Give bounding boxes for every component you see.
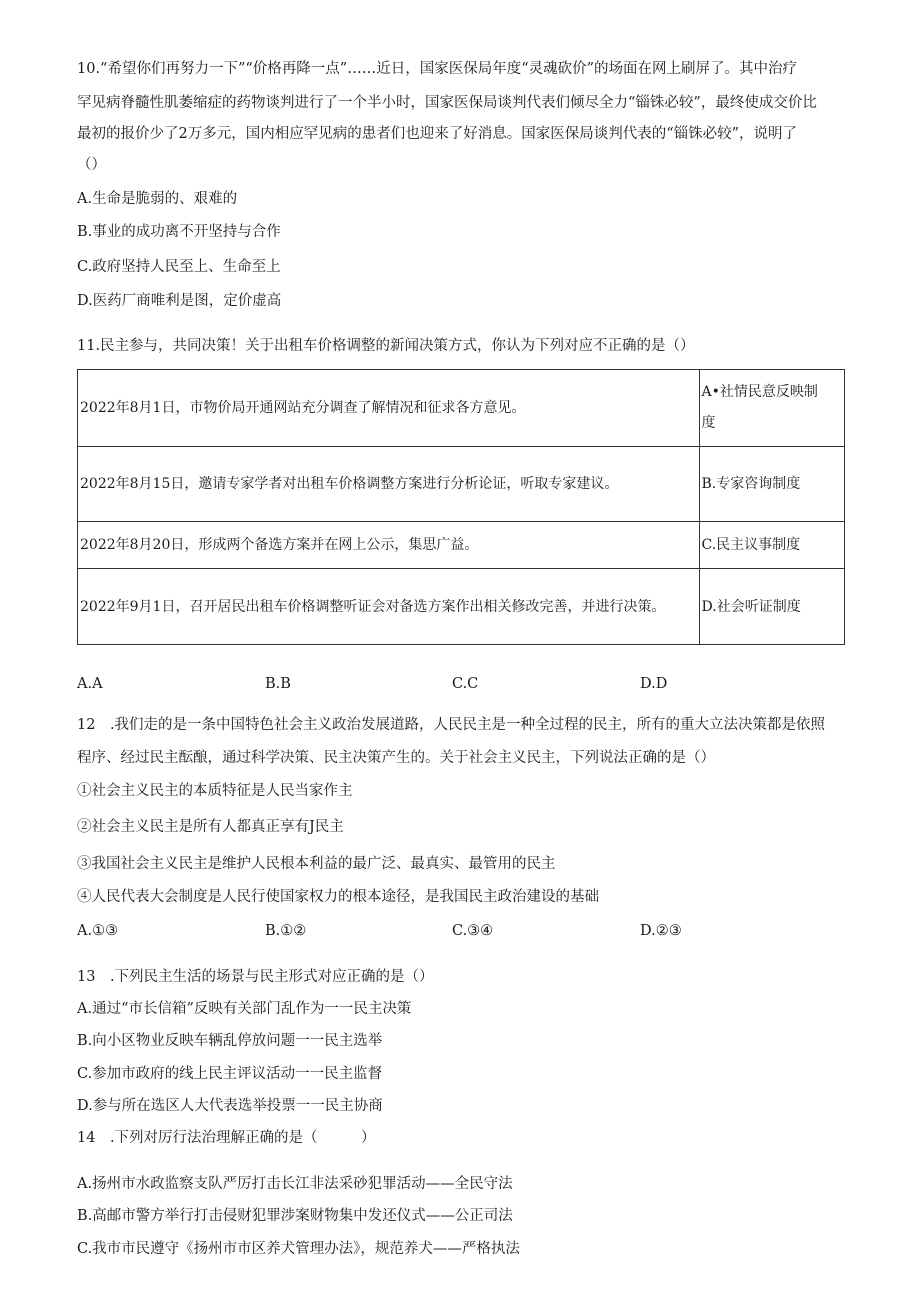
q11-row-2-desc: 2022年8月15日，邀请专家学者对出租车价格调整方案进行分析论证，听取专家建议。 <box>78 447 700 522</box>
q13-option-d: D.参与所在选区人大代表选举投票一一民主协商 <box>77 1098 383 1114</box>
q12-stem-line-1: 12 .我们走的是一条中国特色社会主义政治发展道路，人民民主是一种全过程的民主，所有的重大立法决策都是依照 <box>77 717 826 733</box>
q14-option-b: B.高邮市警方举行打击侵财犯罪涉案财物集中发还仪式——公正司法 <box>77 1208 513 1224</box>
q11-row-3-desc: 2022年8月20日，形成两个备选方案并在网上公示，集思广益。 <box>78 522 700 569</box>
q11-row-3-system: C.民主议事制度 <box>699 522 844 569</box>
q12-statement-3: ③我国社会主义民主是维护人民根本利益的最广泛、最真实、最管用的民主 <box>77 856 556 872</box>
q11-row-1-desc: 2022年8月1日，市物价局开通网站充分调查了解情况和征求各方意见。 <box>78 370 700 447</box>
q11-options <box>77 674 877 694</box>
q11-row-2-system: B.专家咨询制度 <box>699 447 844 522</box>
q10-stem-line-1: 10.“希望你们再努力一下”“价格再降一点”……近日，国家医保局年度“灵魂砍价”的场面在网上刷屏了。其中治疗 <box>77 61 798 77</box>
q12-statement-4: ④人民代表大会制度是人民行使国家权力的根本途径，是我国民主政治建设的基础 <box>77 889 599 905</box>
table-row <box>78 522 845 569</box>
q10-option-c: C.政府坚持人民至上、生命至上 <box>77 259 281 275</box>
q10-option-d: D.医药厂商唯利是图，定价虚高 <box>77 293 282 309</box>
table-row <box>78 569 845 645</box>
q11-row-1-system-line-2: 度 <box>701 415 716 431</box>
q13-stem: 13 .下列民主生活的场景与民主形式对应正确的是（） <box>77 969 434 985</box>
q11-row-1-system-line-1: A•社情民意反映制 <box>701 384 818 400</box>
q12-statement-1: ①社会主义民主的本质特征是人民当家作主 <box>77 783 353 799</box>
q12-option-a: A.①③ <box>77 923 119 939</box>
q12-options <box>77 921 877 941</box>
q14-option-c: C.我市市民遵守《扬州市市区养犬管理办法》，规范养犬——严格执法 <box>77 1241 520 1257</box>
q11-stem: 11.民主参与，共同决策！关于出租车价格调整的新闻决策方式，你认为下列对应不正确的是（） <box>77 338 695 354</box>
q11-option-d: D.D <box>640 676 668 692</box>
q10-stem-line-4: （） <box>77 157 106 173</box>
q10-stem-line-2: 罕见病脊髓性肌萎缩症的药物谈判进行了一个半小时，国家医保局谈判代表们倾尽全力“锱铢必较”，最终使成交价比 <box>77 95 817 111</box>
q11-row-4-system: D.社会听证制度 <box>699 569 844 645</box>
table-row <box>78 447 845 522</box>
q12-option-d: D.②③ <box>640 923 682 939</box>
q11-option-c: C.C <box>452 676 479 692</box>
q13-option-b: B.向小区物业反映车辆乱停放问题一一民主选举 <box>77 1033 383 1049</box>
q11-option-b: B.B <box>265 676 291 692</box>
q12-statement-2: ②社会主义民主是所有人都真正享有J民主 <box>77 819 344 835</box>
q10-option-a: A.生命是脆弱的、艰难的 <box>77 191 238 207</box>
q10-option-b: B.事业的成功离不开坚持与合作 <box>77 224 281 240</box>
q14-stem: 14 .下列对厉行法治理解正确的是（ ） <box>77 1130 376 1146</box>
q13-option-a: A.通过“市长信箱”反映有关部门乱作为一一民主决策 <box>77 1001 412 1017</box>
q11-row-4-desc: 2022年9月1日，召开居民出租车价格调整听证会对备选方案作出相关修改完善，并进行决策。 <box>78 569 700 645</box>
q13-option-c: C.参加市政府的线上民主评议活动一一民主监督 <box>77 1066 383 1082</box>
q14-option-a: A.扬州市水政监察支队严厉打击长江非法采砂犯罪活动——全民守法 <box>77 1176 513 1192</box>
table-row <box>78 370 845 447</box>
q12-stem-line-2: 程序、经过民主酝酿，通过科学决策、民主决策产生的。关于社会主义民主，下列说法正确的是（） <box>77 750 715 766</box>
q11-option-a: A.A <box>77 676 103 692</box>
q10-stem-line-3: 最初的报价少了2万多元，国内相应罕见病的患者们也迎来了好消息。国家医保局谈判代表的“锱铢必较”，说明了 <box>77 126 798 142</box>
q11-table <box>77 369 845 645</box>
q11-row-1-system <box>699 370 844 447</box>
q12-option-c: C.③④ <box>452 923 494 939</box>
q12-option-b: B.①② <box>265 923 307 939</box>
